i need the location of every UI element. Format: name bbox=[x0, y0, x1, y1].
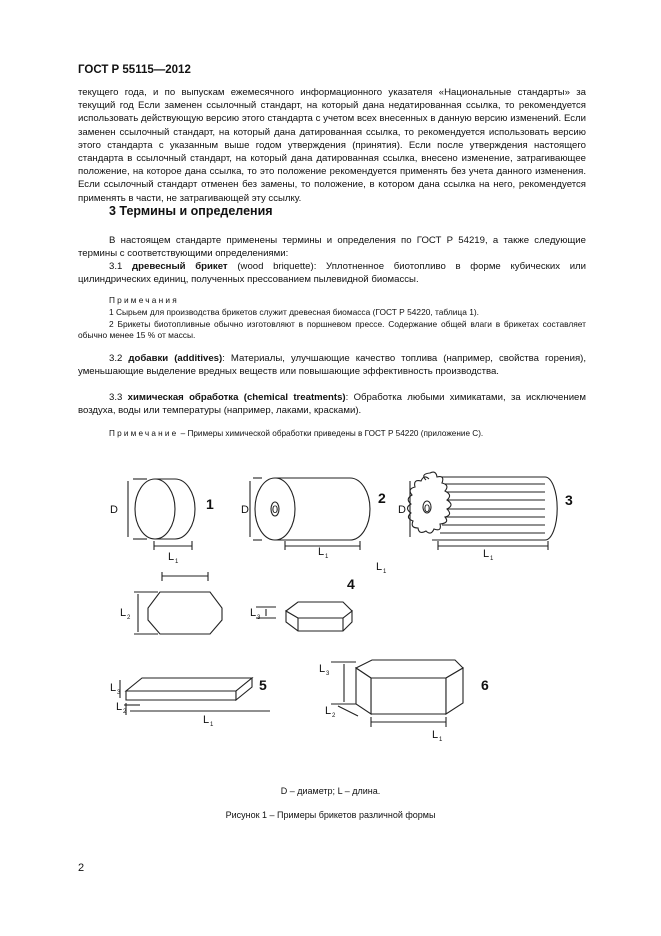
dim-sub: 1 bbox=[175, 559, 179, 565]
briquette-rectangular-5 bbox=[120, 678, 270, 715]
dim-l: L bbox=[483, 548, 490, 560]
dim-l: L bbox=[376, 561, 383, 573]
dim-sub: 2 bbox=[332, 713, 336, 719]
figure-legend: D – диаметр; L – длина. bbox=[280, 786, 381, 796]
chemical-note-label: Примечание bbox=[109, 429, 179, 438]
shape-number-1: 1 bbox=[206, 496, 214, 512]
dim-sub: 1 bbox=[325, 554, 329, 560]
figure-caption: Рисунок 1 – Примеры брикетов различной формы bbox=[225, 810, 436, 820]
chemical-note-text: – Примеры химической обработки приведены в ГОСТ Р 54220 (приложение С). bbox=[178, 429, 484, 438]
dim-l: L bbox=[432, 729, 439, 741]
term-number: 3.1 bbox=[109, 261, 123, 272]
dim-sub: 3 bbox=[117, 690, 121, 696]
term-definition: : Материалы, улучшающие качество топлива (например, свойства горения), уменьшающие выделение вредных веществ или повышающие эффективность производства. bbox=[78, 353, 586, 378]
hole-label: 0 bbox=[424, 503, 431, 515]
briquette-flat-4 bbox=[256, 602, 352, 631]
dim-l: L bbox=[325, 705, 332, 717]
dim-sub: 3 bbox=[326, 671, 330, 677]
dim-sub: 1 bbox=[490, 556, 494, 562]
shape-number-2: 2 bbox=[378, 490, 386, 506]
dim-sub: 1 bbox=[383, 569, 387, 575]
shape-number-6: 6 bbox=[481, 677, 489, 693]
term-english: (chemical treatments) bbox=[243, 392, 346, 403]
document-header: ГОСТ Р 55115—2012 bbox=[78, 64, 191, 76]
dim-l: L bbox=[116, 701, 123, 713]
dim-sub: 3 bbox=[257, 615, 261, 621]
dim-l: L bbox=[120, 607, 127, 619]
dim-l: L bbox=[203, 714, 210, 726]
dim-d: D bbox=[241, 504, 249, 516]
briquette-block-6 bbox=[331, 660, 463, 727]
dim-l: L bbox=[319, 663, 326, 675]
term-number: 3.2 bbox=[109, 353, 123, 364]
term-definition: : Уплотненное биотопливо в форме кубических или цилиндрических единиц, полученных прессованием пылевидной биомассы. bbox=[78, 261, 587, 286]
dim-sub: 2 bbox=[127, 615, 131, 621]
section-intro: В настоящем стандарте применены термины и определения по ГОСТ Р 54219, а также следующие термины с соответствующими определениями: bbox=[78, 235, 586, 260]
dim-d: D bbox=[398, 504, 406, 516]
notes-header: Примечания bbox=[109, 295, 179, 305]
section-title: 3 Термины и определения bbox=[109, 204, 273, 218]
shape-number-3: 3 bbox=[565, 492, 573, 508]
briquette-octagon bbox=[134, 572, 222, 634]
hole-label: 0 bbox=[272, 504, 279, 516]
note-1: 1 Сырьем для производства брикетов служит древесная биомасса (ГОСТ Р 54220, таблица 1). bbox=[109, 307, 479, 317]
term-name: химическая обработка bbox=[127, 392, 239, 403]
term-number: 3.3 bbox=[109, 392, 123, 403]
term-english: (wood briquette) bbox=[237, 261, 314, 272]
dim-l: L bbox=[250, 607, 257, 619]
shape-number-4: 4 bbox=[347, 576, 355, 592]
note-2: 2 Брикеты биотопливные обычно изготовляют в поршневом прессе. Содержание общей влаги в брикетах составляет обычно менее 15 % от массы. bbox=[78, 319, 586, 341]
term-name: древесный брикет bbox=[132, 261, 228, 272]
dim-l: L bbox=[168, 551, 175, 563]
dim-sub: 2 bbox=[123, 709, 127, 715]
dim-sub: 1 bbox=[210, 722, 214, 728]
term-name: добавки bbox=[128, 353, 169, 364]
briquette-cylinder-2 bbox=[250, 478, 370, 550]
term-definition: : Обработка любыми химикатами, за исключением воздуха, воды или температуры (например, лаками, красками). bbox=[78, 392, 586, 417]
term-english: (additives) bbox=[174, 353, 223, 364]
shape-number-5: 5 bbox=[259, 677, 267, 693]
intro-paragraph: текущего года, и по выпускам ежемесячного информационного указателя «Национальные стандарты» за текущий год Если заменен ссылочный стандарт, на который дана недатированная ссылка, то рекомендуется использовать действующую версию этого стандарта с учетом всех внесенных в данную версию изменений. Если заменен ссылочный стандарт, на который дана датированная ссылка, то рекомендуется использовать версию этого стандарта с указанным выше годом утверждения (принятия). Если после утверждения настоящего стандарта в ссылочный стандарт, на который дана датированная ссылка, внесено изменение, затрагивающее положение, на которое дана ссылка, то это положение рекомендуется применять без учета данного изменения. Если ссылочный стандарт отменен без замены, то положение, в котором дана ссылка на него, рекомендуется применять в части, не затрагивающей эту ссылку. bbox=[78, 87, 586, 204]
page-number: 2 bbox=[78, 862, 85, 874]
dim-d: D bbox=[110, 504, 118, 516]
briquette-cylinder-1 bbox=[128, 479, 195, 550]
dim-sub: 1 bbox=[439, 737, 443, 743]
dim-l: L bbox=[318, 546, 325, 558]
dim-l: L bbox=[110, 682, 117, 694]
